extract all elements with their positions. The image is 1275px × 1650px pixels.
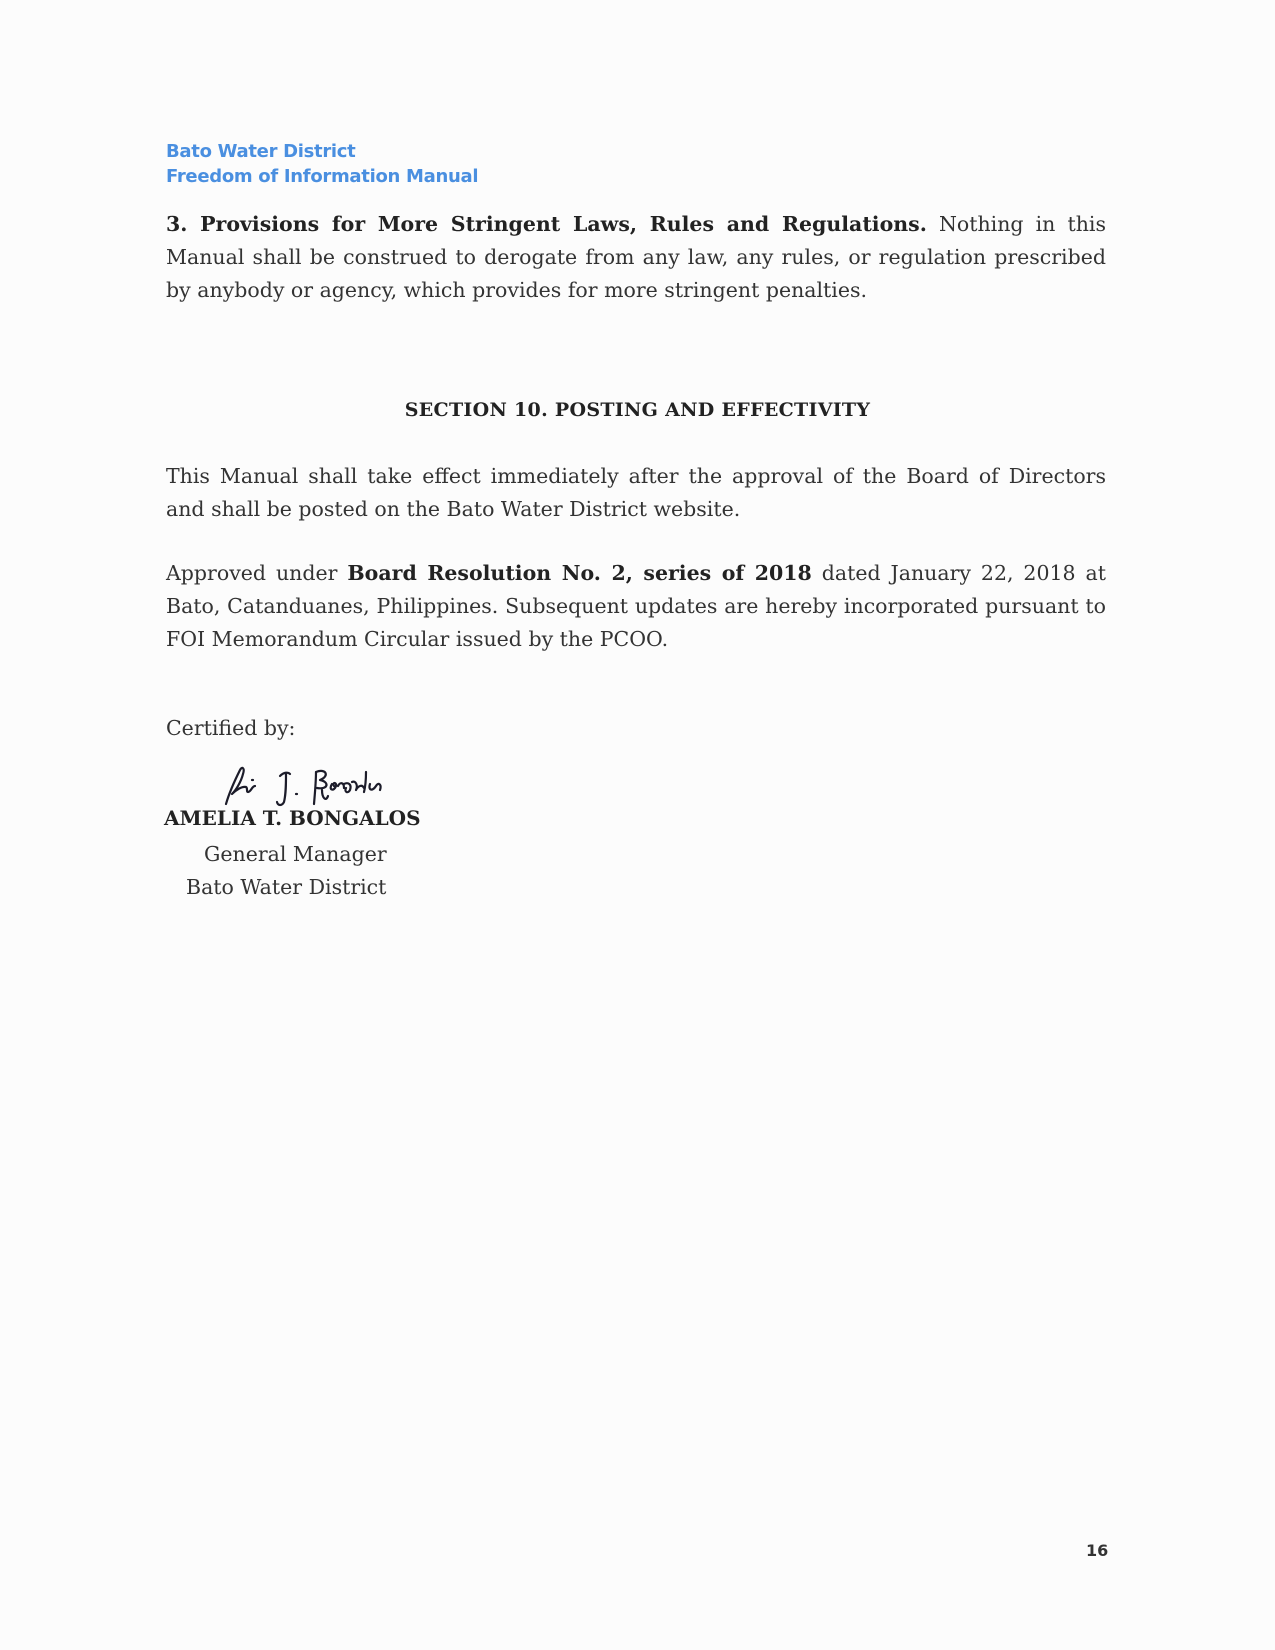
effectivity-paragraph: This Manual shall take effect immediately after the approval of the Board of Directors and shall be posted on the Bato Water District website.: [166, 464, 1106, 521]
approval-prefix: Approved under: [166, 561, 348, 585]
document-header: [166, 139, 478, 189]
certified-by-label: Certified by:: [166, 716, 296, 740]
signer-name: AMELIA T. BONGALOS: [164, 806, 421, 830]
provisions-heading: 3. Provisions for More Stringent Laws, Rules and Regulations.: [166, 212, 927, 236]
approval-paragraph: [166, 557, 1106, 656]
handwritten-signature: [222, 760, 422, 812]
signer-title: General Manager: [204, 842, 387, 866]
signer-organization: Bato Water District: [186, 875, 387, 899]
section-heading: SECTION 10. POSTING AND EFFECTIVITY: [404, 399, 871, 421]
header-manual-title: Freedom of Information Manual: [166, 166, 479, 187]
approval-suffix: dated January 22, 2018 at Bato, Catanduanes, Philippines. Subsequent updates are hereby incorporated pursuant to FOI Memorandum Circular issued by the PCOO.: [166, 561, 1106, 651]
page-number: 16: [1086, 1541, 1109, 1560]
board-resolution: Board Resolution No. 2, series of 2018: [347, 561, 812, 585]
header-organization: Bato Water District: [166, 141, 356, 162]
provisions-paragraph: [166, 208, 1106, 307]
provisions-text: Nothing in this Manual shall be construed to derogate from any law, any rules, or regulation prescribed by anybody or agency, which provides for more stringent penalties.: [166, 212, 1106, 302]
